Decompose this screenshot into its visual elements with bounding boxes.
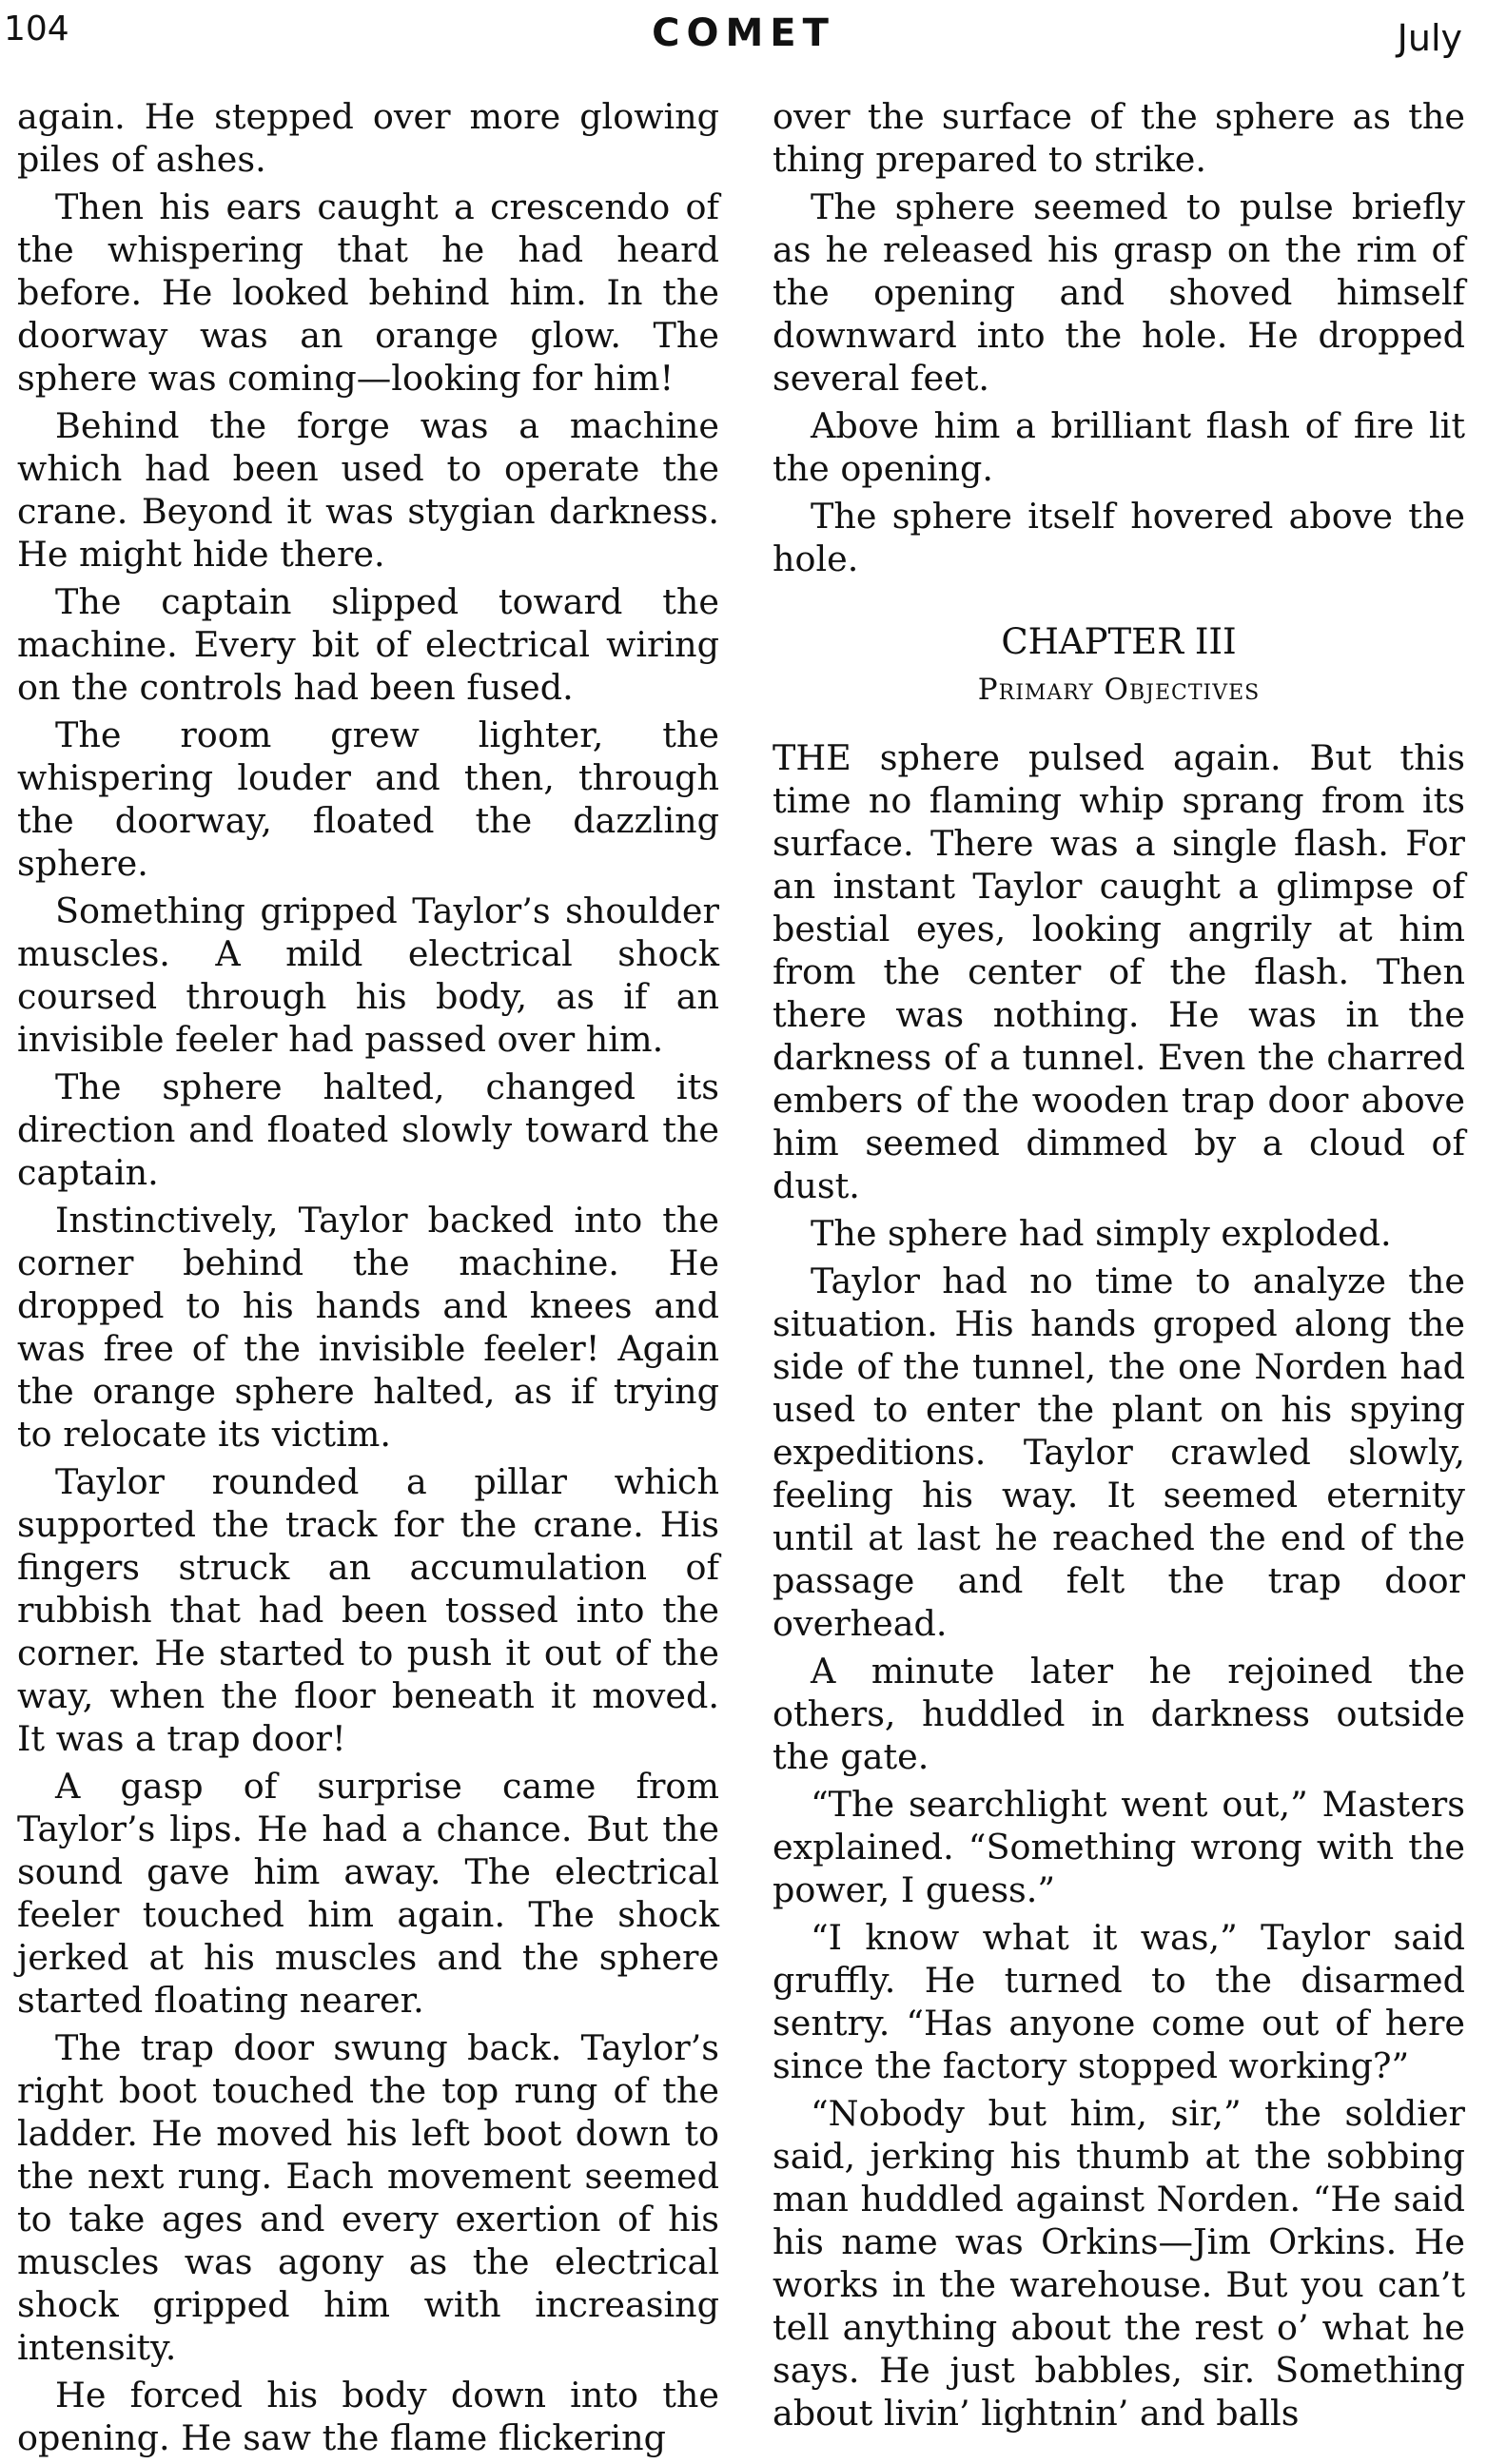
paragraph: A gasp of surprise came from Taylor’s lips. He had a chance. But the sound gave him away. The electrical feeler touched him again. The shock jerked at his muscles and the sphere started floating nearer. xyxy=(17,1766,719,2021)
paragraph: Taylor rounded a pillar which supported the track for the crane. His fingers struck an accumulation of rubbish that had been tossed into the corner. He started to push it out of the way, when the floor beneath it moved. It was a trap door! xyxy=(17,1461,719,1759)
paragraph: The trap door swung back. Taylor’s right boot touched the top rung of the ladder. He moved his left boot down to the next rung. Each movement seemed to take ages and every exertion of his muscles was agony as the electrical shock gripped him with increasing intensity. xyxy=(17,2027,719,2368)
magazine-title: COMET xyxy=(652,11,835,55)
paragraph: Instinctively, Taylor backed into the corner behind the machine. He dropped to his hands and knees and was free of the invisible feeler! Again the orange sphere halted, as if trying to relocate its victim. xyxy=(17,1200,719,1455)
paragraph: “Nobody but him, sir,” the soldier said, jerking his thumb at the sobbing man huddled against Norden. “He said his name was Orkins—Jim Orkins. He works in the warehouse. But you can’t tell anything about the rest o’ what he says. He just babbles, sir. Something about livin’ lightnin’ and balls xyxy=(773,2093,1465,2434)
paragraph: THE sphere pulsed again. But this time no flaming whip sprang from its surface. There was a single flash. For an instant Taylor caught a glimpse of bestial eyes, looking angrily at him from the center of the flash. Then there was nothing. He was in the darkness of a tunnel. Even the charred embers of the wooden trap door above him seemed dimmed by a cloud of dust. xyxy=(773,737,1465,1206)
left-column xyxy=(17,95,719,2464)
chapter-subtitle: Primary Objectives xyxy=(977,673,1261,707)
paragraph: Above him a brilliant flash of fire lit the opening. xyxy=(773,405,1465,489)
paragraph: He forced his body down into the opening. He saw the flame flickering xyxy=(17,2375,719,2458)
paragraph: again. He stepped over more glowing piles of ashes. xyxy=(17,96,719,180)
paragraph: Then his ears caught a crescendo of the whispering that he had heard before. He looked behind him. In the doorway was an orange glow. The sphere was coming—looking for him! xyxy=(17,186,719,399)
paragraph: The room grew lighter, the whispering louder and then, through the doorway, floated the dazzling sphere. xyxy=(17,714,719,884)
right-column xyxy=(773,95,1465,2439)
issue-month: July xyxy=(1397,17,1462,59)
paragraph: “The searchlight went out,” Masters explained. “Something wrong with the power, I guess.” xyxy=(773,1784,1465,1910)
paragraph: Behind the forge was a machine which had been used to operate the crane. Beyond it was stygian darkness. He might hide there. xyxy=(17,405,719,575)
paragraph: over the surface of the sphere as the thing prepared to strike. xyxy=(773,96,1465,180)
paragraph: “I know what it was,” Taylor said gruffly. He turned to the disarmed sentry. “Has anyone come out of here since the factory stopped working?” xyxy=(773,1917,1465,2086)
chapter-heading: CHAPTER III xyxy=(1001,621,1237,662)
page-header xyxy=(0,0,1487,67)
page-number: 104 xyxy=(4,10,69,49)
paragraph: The captain slipped toward the machine. Every bit of electrical wiring on the controls had been fused. xyxy=(17,581,719,708)
paragraph: A minute later he rejoined the others, huddled in darkness outside the gate. xyxy=(773,1651,1465,1777)
paragraph: Taylor had no time to analyze the situation. His hands groped along the side of the tunnel, the one Norden had used to enter the plant on his spying expeditions. Taylor crawled slowly, feeling his way. It seemed eternity until at last he reached the end of the passage and felt the trap door overhead. xyxy=(773,1261,1465,1644)
paragraph: The sphere seemed to pulse briefly as he released his grasp on the rim of the opening and shoved himself downward into the hole. He dropped several feet. xyxy=(773,186,1465,399)
paragraph: The sphere had simply exploded. xyxy=(811,1213,1392,1254)
paragraph: The sphere itself hovered above the hole. xyxy=(773,496,1465,579)
paragraph: Something gripped Taylor’s shoulder muscles. A mild electrical shock coursed through his body, as if an invisible feeler had passed over him. xyxy=(17,890,719,1060)
paragraph: The sphere halted, changed its direction and floated slowly toward the captain. xyxy=(17,1066,719,1193)
